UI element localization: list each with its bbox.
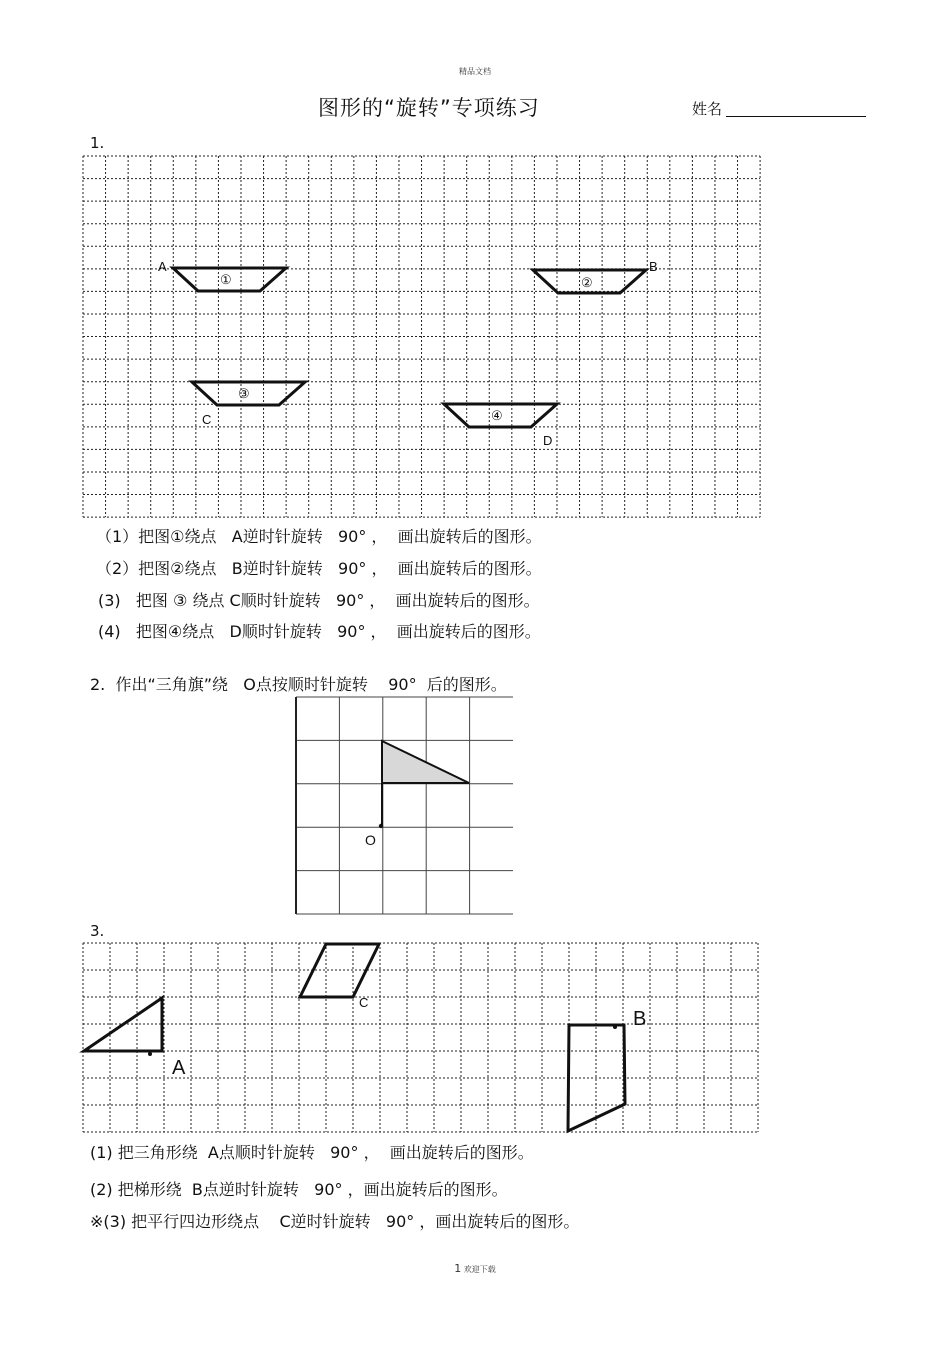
q1-instruction-2: （2）把图②绕点 B逆时针旋转 90° ， 画出旋转后的图形。 — [96, 559, 542, 578]
q1-instruction-3: (3) 把图 ③ 绕点 C顺时针旋转 90° ， 画出旋转后的图形。 — [98, 591, 540, 610]
point-label-b: B — [633, 1008, 647, 1030]
point-label-c: C — [202, 412, 212, 427]
question-3-number: 3. — [90, 922, 105, 940]
point-label-c: C — [359, 995, 369, 1010]
q2-instruction: 2. 作出“三角旗”绕 O点按顺时针旋转 90° 后的图形。 — [90, 675, 507, 694]
shape-label-2: ② — [581, 275, 593, 290]
q1-instruction-1: （1）把图①绕点 A逆时针旋转 90° ， 画出旋转后的图形。 — [96, 527, 542, 546]
q3-instruction-1: (1) 把三角形绕 A点顺时针旋转 90° ， 画出旋转后的图形。 — [90, 1143, 534, 1162]
point-b-dot — [613, 1025, 617, 1029]
q1-instruction-4: (4) 把图④绕点 D顺时针旋转 90° ， 画出旋转后的图形。 — [98, 622, 541, 641]
page-title: 图形的“旋转”专项练习 — [318, 96, 540, 120]
point-label-d: D — [543, 433, 553, 448]
name-label: 姓名 — [692, 100, 723, 118]
point-a-dot — [148, 1052, 152, 1056]
shape-label-3: ③ — [238, 386, 250, 401]
point-label-o: O — [365, 832, 376, 848]
q3-instruction-3: ※(3) 把平行四边形绕点 C逆时针旋转 90° ，画出旋转后的图形。 — [90, 1212, 580, 1231]
shape-label-4: ④ — [491, 408, 503, 423]
header-note: 精品文档 — [459, 67, 491, 76]
shape-label-1: ① — [220, 272, 232, 287]
question-1-number: 1. — [90, 134, 105, 152]
point-label-a: A — [172, 1057, 186, 1079]
point-label-b: B — [649, 259, 658, 274]
q3-instruction-2: (2) 把梯形绕 B点逆时针旋转 90° ，画出旋转后的图形。 — [90, 1180, 508, 1199]
point-label-a: A — [158, 259, 167, 274]
footer-text: 欢迎下载 — [463, 1265, 496, 1274]
page-number: 1 — [454, 1262, 462, 1275]
q3-dashed-grid — [83, 943, 758, 1132]
page-footer — [0, 1262, 950, 1275]
